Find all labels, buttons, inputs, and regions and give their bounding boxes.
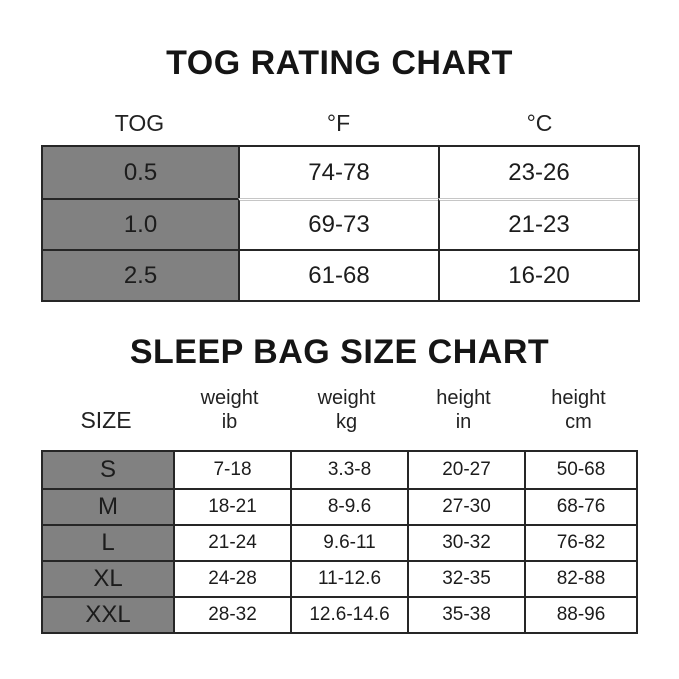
celsius-column-header: °C xyxy=(526,109,553,136)
weight-ib-cell: 18-21 xyxy=(173,488,290,524)
tog-chart-title: TOG RATING CHART xyxy=(166,44,513,82)
height-cm-cell: 68-76 xyxy=(524,488,636,524)
header-line: weight xyxy=(200,387,259,409)
height-in-column-header xyxy=(405,381,522,435)
weight-kg-cell: 9.6-11 xyxy=(290,524,407,560)
header-line: height xyxy=(436,387,491,409)
tog-cell: 1.0 xyxy=(43,198,238,249)
weight-kg-cell: 3.3-8 xyxy=(290,452,407,488)
tog-rating-table xyxy=(41,145,640,302)
weight-ib-cell: 7-18 xyxy=(173,452,290,488)
height-cm-cell: 82-88 xyxy=(524,560,636,596)
weight-kg-cell: 11-12.6 xyxy=(290,560,407,596)
tog-table-header-row xyxy=(41,103,640,143)
header-line: ib xyxy=(221,411,238,433)
table-row xyxy=(43,147,638,198)
table-row xyxy=(43,560,636,596)
table-row xyxy=(43,596,636,632)
size-column-header xyxy=(41,381,171,435)
tog-cell: 2.5 xyxy=(43,249,238,300)
fahrenheit-cell: 61-68 xyxy=(238,249,438,300)
height-in-cell: 27-30 xyxy=(407,488,524,524)
header-line: in xyxy=(455,411,472,433)
celsius-cell: 16-20 xyxy=(438,249,638,300)
tog-cell: 0.5 xyxy=(43,147,238,198)
weight-ib-column-header xyxy=(171,381,288,435)
table-row xyxy=(43,452,636,488)
height-in-cell: 20-27 xyxy=(407,452,524,488)
size-cell: S xyxy=(43,452,173,488)
sleep-bag-size-table xyxy=(41,450,638,634)
size-cell: XXL xyxy=(43,596,173,632)
size-table-header-row xyxy=(41,381,638,435)
table-row xyxy=(43,249,638,300)
header-line: weight xyxy=(317,387,376,409)
header-line: height xyxy=(551,387,606,409)
height-in-cell: 32-35 xyxy=(407,560,524,596)
header-line: kg xyxy=(335,411,358,433)
weight-kg-column-header xyxy=(288,381,405,435)
fahrenheit-cell: 74-78 xyxy=(238,147,438,198)
height-cm-column-header xyxy=(522,381,635,435)
tog-column-header: TOG xyxy=(114,109,165,136)
size-cell: XL xyxy=(43,560,173,596)
table-row xyxy=(43,524,636,560)
fahrenheit-column-header: °F xyxy=(326,109,351,136)
size-cell: M xyxy=(43,488,173,524)
weight-ib-cell: 28-32 xyxy=(173,596,290,632)
weight-ib-cell: 24-28 xyxy=(173,560,290,596)
table-row xyxy=(43,198,638,249)
height-cm-cell: 88-96 xyxy=(524,596,636,632)
celsius-cell: 23-26 xyxy=(438,147,638,198)
height-cm-cell: 50-68 xyxy=(524,452,636,488)
size-cell: L xyxy=(43,524,173,560)
weight-kg-cell: 12.6-14.6 xyxy=(290,596,407,632)
table-row xyxy=(43,488,636,524)
header-line: SIZE xyxy=(80,407,132,433)
fahrenheit-cell: 69-73 xyxy=(238,198,438,249)
height-in-cell: 30-32 xyxy=(407,524,524,560)
height-in-cell: 35-38 xyxy=(407,596,524,632)
header-line: cm xyxy=(565,411,592,433)
size-chart-title: SLEEP BAG SIZE CHART xyxy=(129,333,550,371)
celsius-cell: 21-23 xyxy=(438,198,638,249)
height-cm-cell: 76-82 xyxy=(524,524,636,560)
weight-ib-cell: 21-24 xyxy=(173,524,290,560)
weight-kg-cell: 8-9.6 xyxy=(290,488,407,524)
